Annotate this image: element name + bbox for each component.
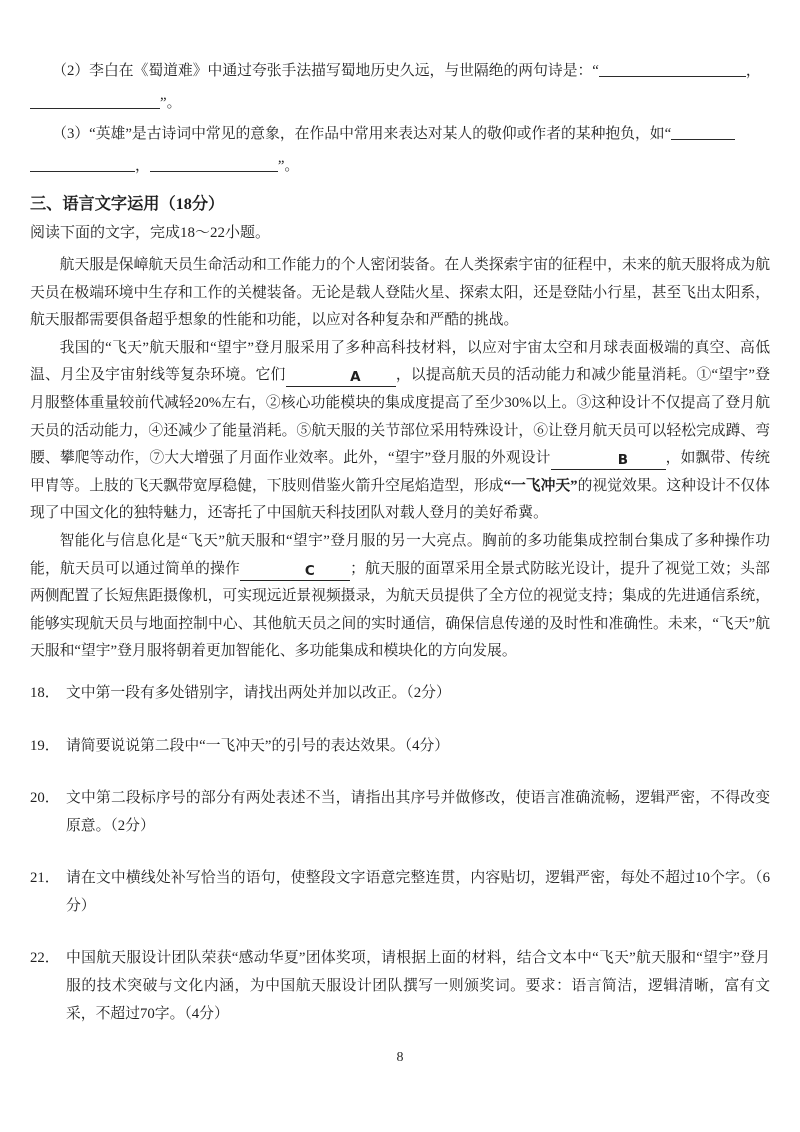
passage-intro: 阅读下面的文字，完成18～22小题。 [30, 225, 271, 241]
text-run: ”。 [160, 94, 182, 111]
bold-text-run: “一飞冲天” [503, 477, 578, 494]
answer-blank-line [30, 94, 160, 109]
fill-in-line [30, 56, 770, 88]
answer-blank-line [150, 157, 278, 172]
text-run: ，以提高航天员的活动能力和减少能量消耗。①“望宇”登月服整体重量较前代减轻20%左右，②核心功能模块的集成度提高了至少30%以上。③这种设计不仅提高了登月航天员的活动能力，④还减少了能量消耗。⑤航天服的关节部位采用特殊设计，⑥让登月航天员可以轻松完成蹲、弯腰、攀爬等动作，⑦大大增强了月面作业效率。此外，“望宇”登月服的外观设计 [30, 367, 770, 467]
question-item [30, 733, 770, 761]
fill-in-blank-questions [30, 56, 770, 182]
question-item [30, 680, 770, 708]
text-run: 智能化与信息化是“飞天”航天服和“望宇”登月服的另一大亮点。胸前的多功能集成控制台集成了多种操作功能，航天员可以通过简单的操作 [30, 532, 770, 577]
question-number: 19． [30, 737, 60, 754]
question-number: 22． [30, 950, 60, 967]
text-run: （3）“英雄”是古诗词中常见的意象，在作品中常用来表达对某人的敬仰或作者的某种抱负，如“ [30, 126, 672, 142]
text-run: 的视觉效果。这种设计不仅体现了中国文化的独特魅力，还寄托了中国航天科技团队对载人登月的美好希冀。 [30, 477, 770, 522]
text-run: 我国的“飞天”航天服和“望宇”登月服采用了多种高科技材料，以应对宇宙太空和月球表面极端的真空、高低温、月尘及宇宙射线等复杂环境。它们 [30, 339, 770, 384]
question-item [30, 945, 770, 1028]
text-run: ， [745, 63, 761, 79]
question-number: 20． [30, 790, 60, 807]
question-item [30, 785, 770, 840]
question-text: 请在文中横线处补写恰当的语句，使整段文字语意完整连贯，内容贴切，逻辑严密，每处不超过10个字。（6分） [66, 870, 770, 914]
question-text: 请简要说说第二段中“一飞冲天”的引号的表达效果。（4分） [66, 737, 450, 754]
reading-passage [30, 252, 770, 666]
inline-blank-C: C [240, 562, 350, 581]
inline-blank-A: A [286, 368, 396, 387]
question-number: 21． [30, 870, 60, 887]
section-heading: 三、语言文字运用（18分） [30, 195, 225, 213]
fill-in-line [30, 151, 770, 183]
question-text: 文中第一段有多处错别字，请找出两处并加以改正。（2分） [66, 684, 451, 701]
text-run: ”。 [277, 157, 300, 174]
text-run: ， [135, 157, 150, 174]
answer-blank-line [671, 125, 735, 140]
page-number: 8 [396, 1050, 404, 1065]
passage-paragraph [30, 335, 770, 528]
text-run: ；航天服的面罩采用全景式防眩光设计，提升了视觉工效；头部两侧配置了长短焦距摄像机，可实现远近景视频摄录，为航天员提供了全方位的视觉支持；集成的先进通信系统，能够实现航天员与地面控制中心、其他航天员之间的实时通信，确保信息传递的及时性和准确性。未来，“飞天”航天服和“望宇”登月服将朝着更加智能化、多功能集成和模块化的方向发展。 [30, 560, 770, 660]
text-run: 航天服是保嶂航天员生命活动和工作能力的个人密闭装备。在人类探索宇宙的征程中，未来的航天服将成为航天员在极端环境中生存和工作的关楗装备。无论是载人登陆火星、探索太阳，还是登陆小行星，甚至飞出太阳系，航天服都需要俱备超乎想象的性能和功能，以应对各种复杂和严酷的挑战。 [30, 257, 770, 329]
inline-blank-B: B [551, 451, 666, 470]
answer-blank-line [599, 62, 746, 77]
question-text: 文中第二段标序号的部分有两处表述不当，请指出其序号并做修改，使语言准确流畅，逻辑严密，不得改变原意。（2分） [66, 790, 770, 834]
passage-paragraph [30, 528, 770, 666]
fill-in-line [30, 88, 770, 120]
answer-blank-line [30, 157, 135, 172]
fill-in-line [30, 119, 770, 151]
text-run: （2）李白在《蜀道难》中通过夸张手法描写蜀地历史久远，与世隔绝的两句诗是：“ [30, 63, 599, 79]
passage-paragraph [30, 252, 770, 335]
text-run: ，如飘带、传统甲胄等。上肢的飞天飘带宽厚稳健，下肢则借鉴火箭升空尾焰造型，形成 [30, 450, 770, 494]
question-item [30, 865, 770, 920]
question-text: 中国航天服设计团队荣获“感动华夏”团体奖项，请根据上面的材料，结合文本中“飞天”航天服和“望宇”登月服的技术突破与文化内涵，为中国航天服设计团队撰写一则颁奖词。要求：语言简洁，逻辑清晰，富有文采，不超过70字。（4分） [66, 950, 770, 1022]
question-number: 18． [30, 684, 60, 701]
question-list [30, 680, 770, 1028]
